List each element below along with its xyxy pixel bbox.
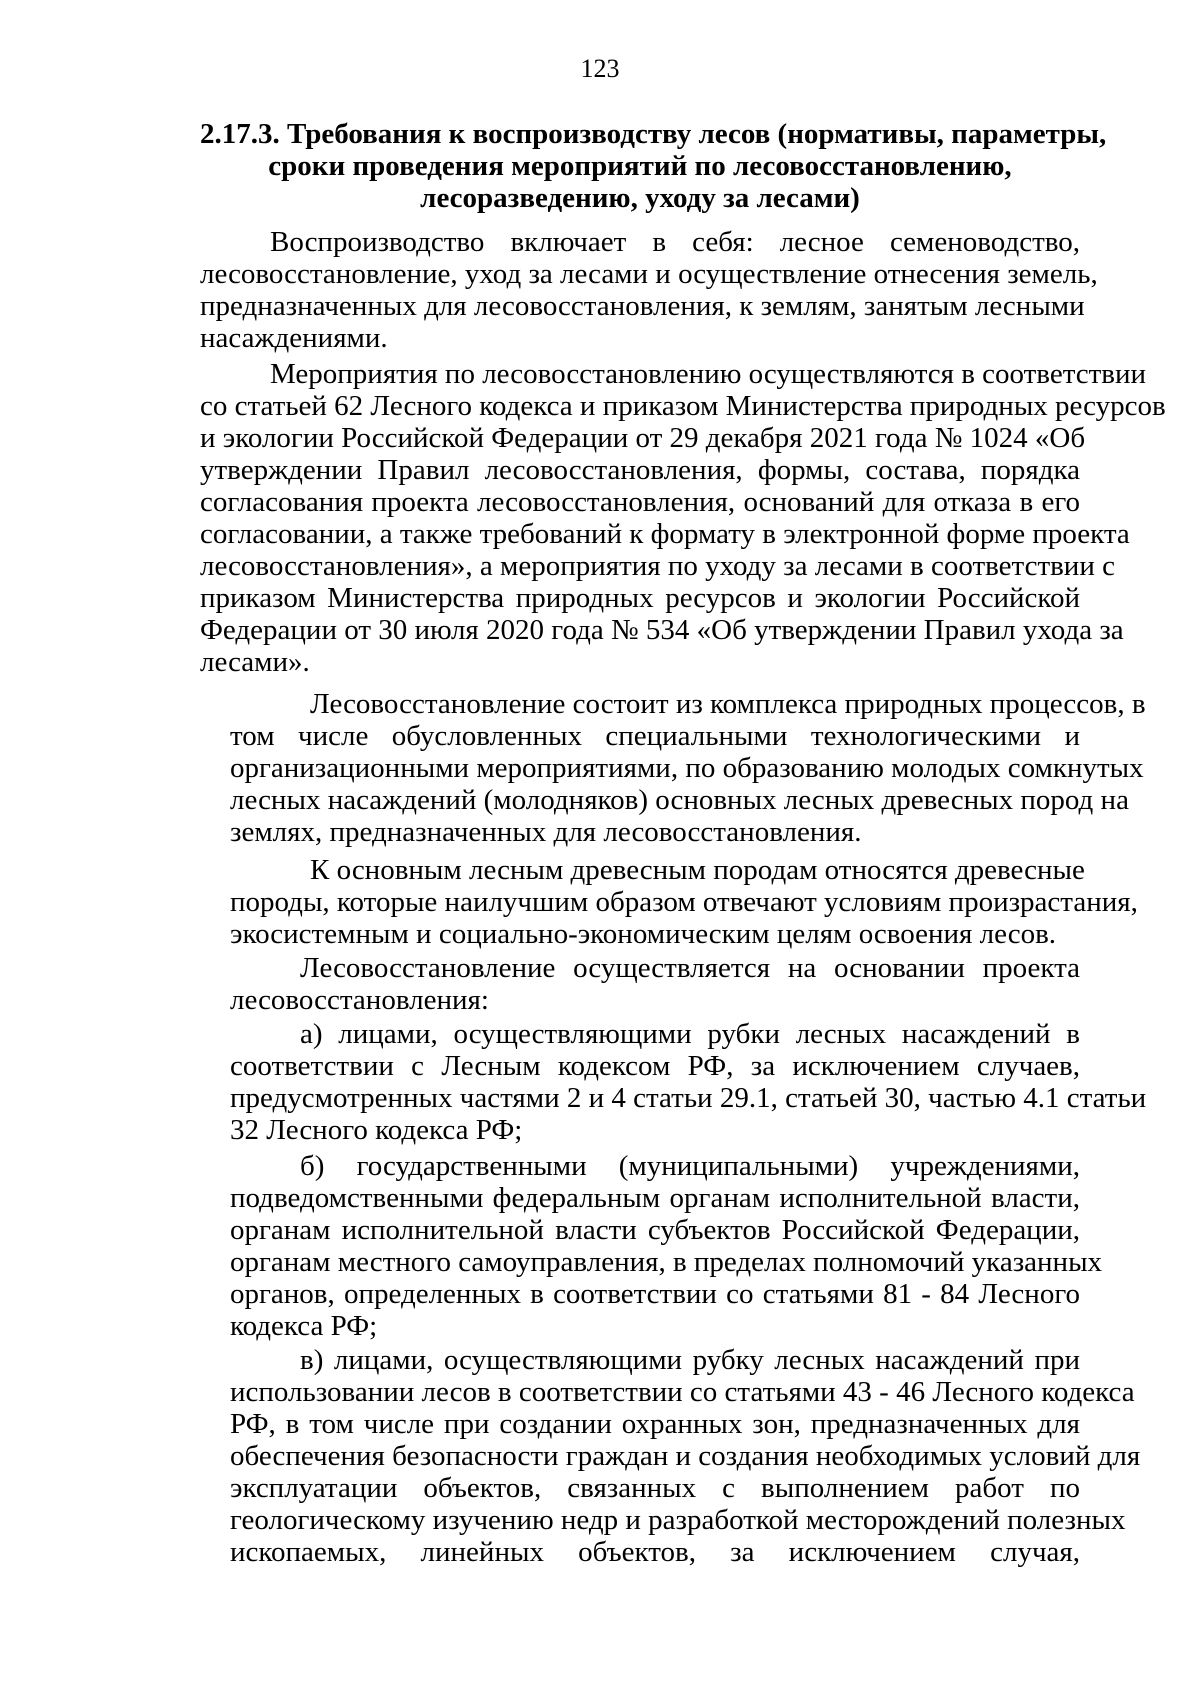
text-line: утверждении Правил лесовосстановления, формы, состава, порядка (200, 454, 1080, 486)
paragraph-main-species (230, 854, 1138, 950)
text-line: ископаемых, линейных объектов, за исключением случая, (230, 1536, 1080, 1568)
text-line: кодекса РФ; (230, 1310, 378, 1342)
text-line: лесовосстановления: (230, 984, 489, 1016)
paragraph-measures (200, 358, 1166, 678)
heading-line: 2.17.3. Требования к воспроизводству лесов (нормативы, параметры, (200, 118, 1107, 150)
text-line: геологическому изучению недр и разработкой месторождений полезных (230, 1504, 1126, 1536)
text-line: а) лицами, осуществляющими рубки лесных насаждений в (300, 1018, 1080, 1050)
text-line: 32 Лесного кодекса РФ; (230, 1114, 523, 1146)
text-line: землях, предназначенных для лесовосстановления. (230, 816, 862, 848)
list-item-b (230, 1150, 1103, 1342)
text-line: б) государственными (муниципальными) учреждениями, (300, 1150, 1080, 1182)
heading-line: сроки проведения мероприятий по лесовосстановлению, (268, 150, 1012, 182)
text-line: эксплуатации объектов, связанных с выполнением работ по (230, 1472, 1080, 1504)
text-line: Лесовосстановление состоит из комплекса природных процессов, в (310, 688, 1146, 720)
text-line: органам местного самоуправления, в пределах полномочий указанных (230, 1246, 1103, 1278)
text-line: насаждениями. (200, 322, 388, 354)
text-line: соответствии с Лесным кодексом РФ, за исключением случаев, (230, 1050, 1080, 1082)
text-line: К основным лесным древесным породам относятся древесные (310, 854, 1085, 886)
text-line: согласования проекта лесовосстановления, оснований для отказа в его (200, 486, 1080, 518)
text-line: органам исполнительной власти субъектов Российской Федерации, (230, 1214, 1080, 1246)
list-item-v (230, 1344, 1141, 1568)
text-line: Воспроизводство включает в себя: лесное семеноводство, (270, 226, 1080, 258)
text-line: лесовосстановление, уход за лесами и осуществление отнесения земель, (200, 258, 1098, 290)
text-line: использовании лесов в соответствии со статьями 43 - 46 Лесного кодекса (230, 1376, 1135, 1408)
paragraph-reproduction (200, 226, 1098, 354)
text-line: согласовании, а также требований к формату в электронной форме проекта (200, 518, 1130, 550)
text-line: предназначенных для лесовосстановления, к землям, занятым лесными (200, 290, 1085, 322)
text-line: лесовосстановления», а мероприятия по уходу за лесами в соответствии с (200, 550, 1115, 582)
text-line: и экологии Российской Федерации от 29 декабря 2021 года № 1024 «Об (200, 422, 1086, 454)
text-line: Лесовосстановление осуществляется на основании проекта (300, 952, 1080, 984)
section-heading (200, 118, 1107, 214)
paragraph-project-basis (230, 952, 1080, 1016)
text-line: Мероприятия по лесовосстановлению осуществляются в соответствии (270, 358, 1147, 390)
text-line: приказом Министерства природных ресурсов и экологии Российской (200, 582, 1080, 614)
text-line: предусмотренных частями 2 и 4 статьи 29.1, статьей 30, частью 4.1 статьи (230, 1082, 1147, 1114)
text-line: в) лицами, осуществляющими рубку лесных насаждений при (300, 1344, 1080, 1376)
text-line: органов, определенных в соответствии со статьями 81 - 84 Лесного (230, 1278, 1080, 1310)
text-line: лесных насаждений (молодняков) основных лесных древесных пород на (230, 784, 1129, 816)
text-line: РФ, в том числе при создании охранных зон, предназначенных для (230, 1408, 1080, 1440)
text-line: том числе обусловленных специальными технологическими и (230, 720, 1080, 752)
text-line: обеспечения безопасности граждан и создания необходимых условий для (230, 1440, 1141, 1472)
text-line: лесами». (200, 646, 310, 678)
text-line: породы, которые наилучшим образом отвечают условиям произрастания, (230, 886, 1138, 918)
text-line: со статьей 62 Лесного кодекса и приказом Министерства природных ресурсов (200, 390, 1166, 422)
list-item-a (230, 1018, 1147, 1146)
heading-line: лесоразведению, уходу за лесами) (420, 182, 860, 214)
page-number: 123 (580, 54, 620, 83)
text-line: экосистемным и социально-экономическим целям освоения лесов. (230, 918, 1057, 950)
text-line: Федерации от 30 июля 2020 года № 534 «Об утверждении Правил ухода за (200, 614, 1124, 646)
text-line: подведомственными федеральным органам исполнительной власти, (230, 1182, 1080, 1214)
text-line: организационными мероприятиями, по образованию молодых сомкнутых (230, 752, 1144, 784)
paragraph-reforestation (230, 688, 1146, 848)
